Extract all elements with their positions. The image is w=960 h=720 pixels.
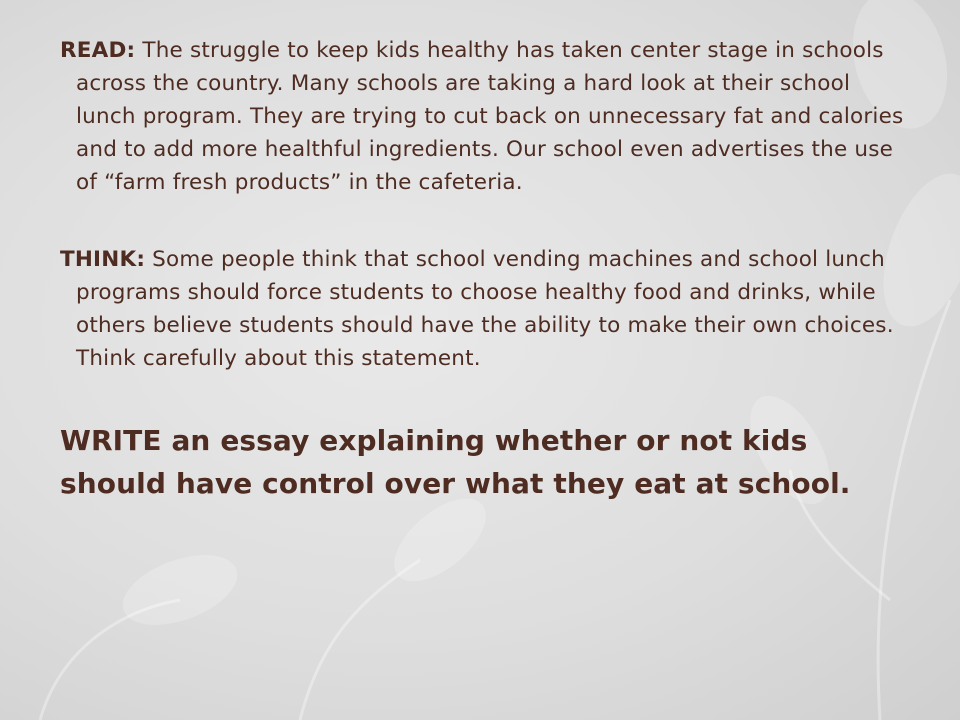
read-text: The struggle to keep kids healthy has taken center stage in schools across the country. Many schools are taking a hard look at their school lunch program. They are trying to cut back on unnecessary fat and calories and to add more healthful ingredients. Our school even advertises the use of “farm fresh products” in the cafeteria. <box>76 38 904 195</box>
write-prompt: WRITE an essay explaining whether or not kids should have control over what they eat at school. <box>60 424 851 500</box>
think-paragraph <box>60 243 910 375</box>
read-paragraph <box>60 34 910 199</box>
slide-content <box>60 34 910 505</box>
read-label: READ: <box>60 38 136 63</box>
think-text: Some people think that school vending machines and school lunch programs should force students to choose healthy food and drinks, while others believe students should have the ability to make their own choices. Think carefully about this statement. <box>76 247 894 371</box>
think-label: THINK: <box>60 247 146 272</box>
